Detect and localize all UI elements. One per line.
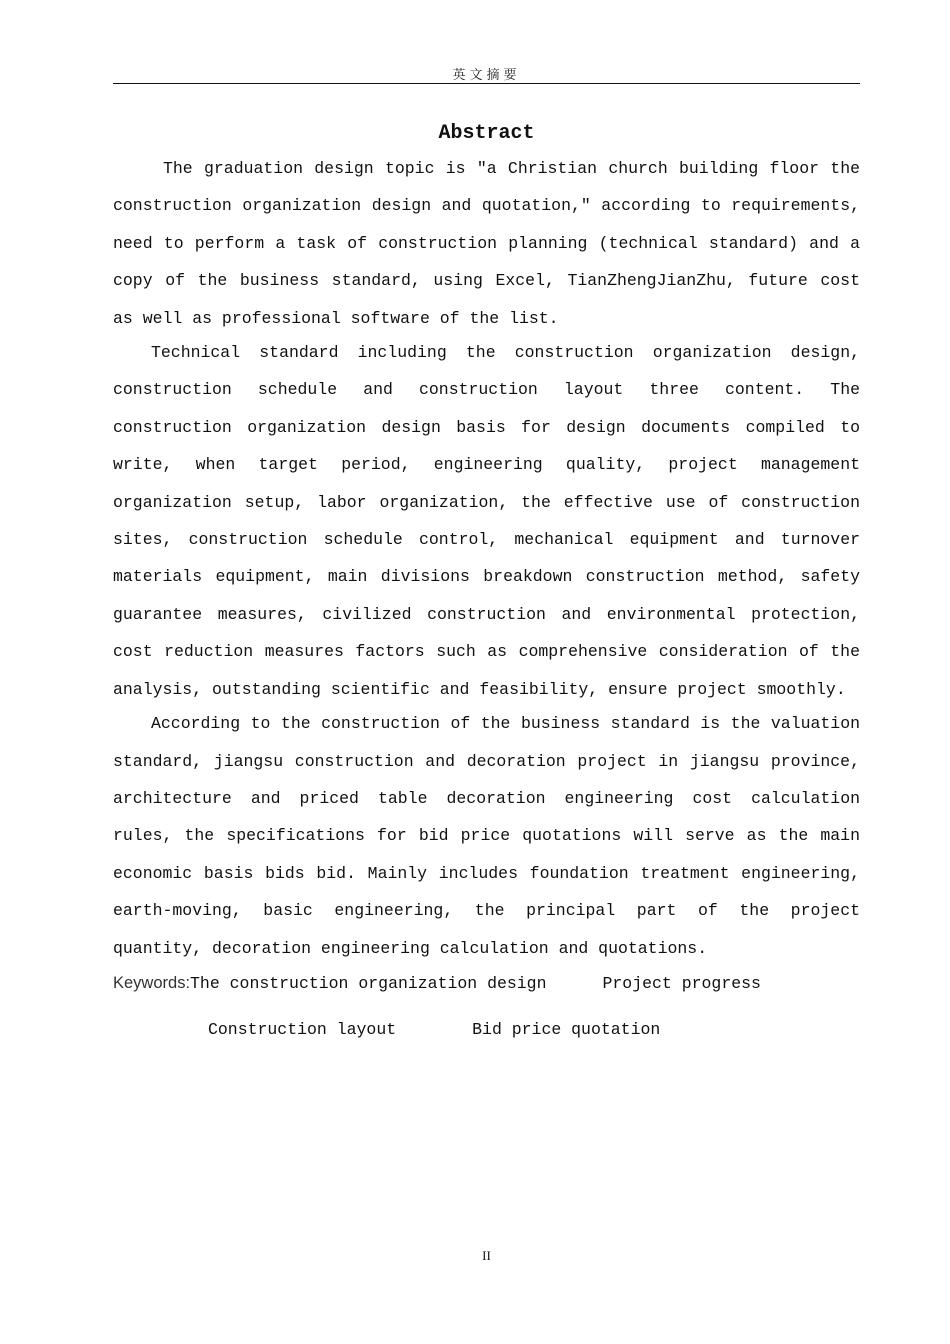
keywords-line-2	[208, 1015, 660, 1045]
keywords-label: Keywords:	[113, 974, 191, 992]
abstract-paragraph-1: The graduation design topic is "a Christian church building floor the construction organization design and quotation," according to requirements, need to perform a task of construction planning (technical standard) and a copy of the business standard, using Excel, TianZhengJianZhu, future cost as well as professional software of the list.	[113, 159, 860, 328]
keyword-item: The construction organization design	[190, 974, 547, 993]
abstract-paragraph-2: Technical standard including the construction organization design, construction schedule and construction layout three content. The construction organization design basis for design documents compiled to write, when target period, engineering quality, project management organization setup, labor organization, the effective use of construction sites, construction schedule control, mechanical equipment and turnover materials equipment, main divisions breakdown construction method, safety guarantee measures, civilized construction and environmental protection, cost reduction measures factors such as comprehensive consideration of the analysis, outstanding scientific and feasibility, ensure project smoothly.	[113, 343, 860, 699]
header-rule	[113, 83, 860, 84]
running-header: 英文摘要	[452, 68, 521, 83]
page-number: II	[482, 1248, 491, 1263]
keyword-item: Bid price quotation	[472, 1020, 661, 1039]
keywords-line-1	[113, 968, 860, 999]
abstract-body	[113, 150, 860, 967]
keyword-item: Construction layout	[208, 1020, 397, 1039]
abstract-title: Abstract	[438, 122, 535, 145]
abstract-paragraph-3: According to the construction of the business standard is the valuation standard, jiangsu construction and decoration project in jiangsu province, architecture and priced table decoration engineering cost calculation rules, the specifications for bid price quotations will serve as the main economic basis bids bid. Mainly includes foundation treatment engineering, earth-moving, basic engineering, the principal part of the project quantity, decoration engineering calculation and quotations.	[113, 714, 860, 958]
keyword-item: Project progress	[602, 974, 761, 993]
